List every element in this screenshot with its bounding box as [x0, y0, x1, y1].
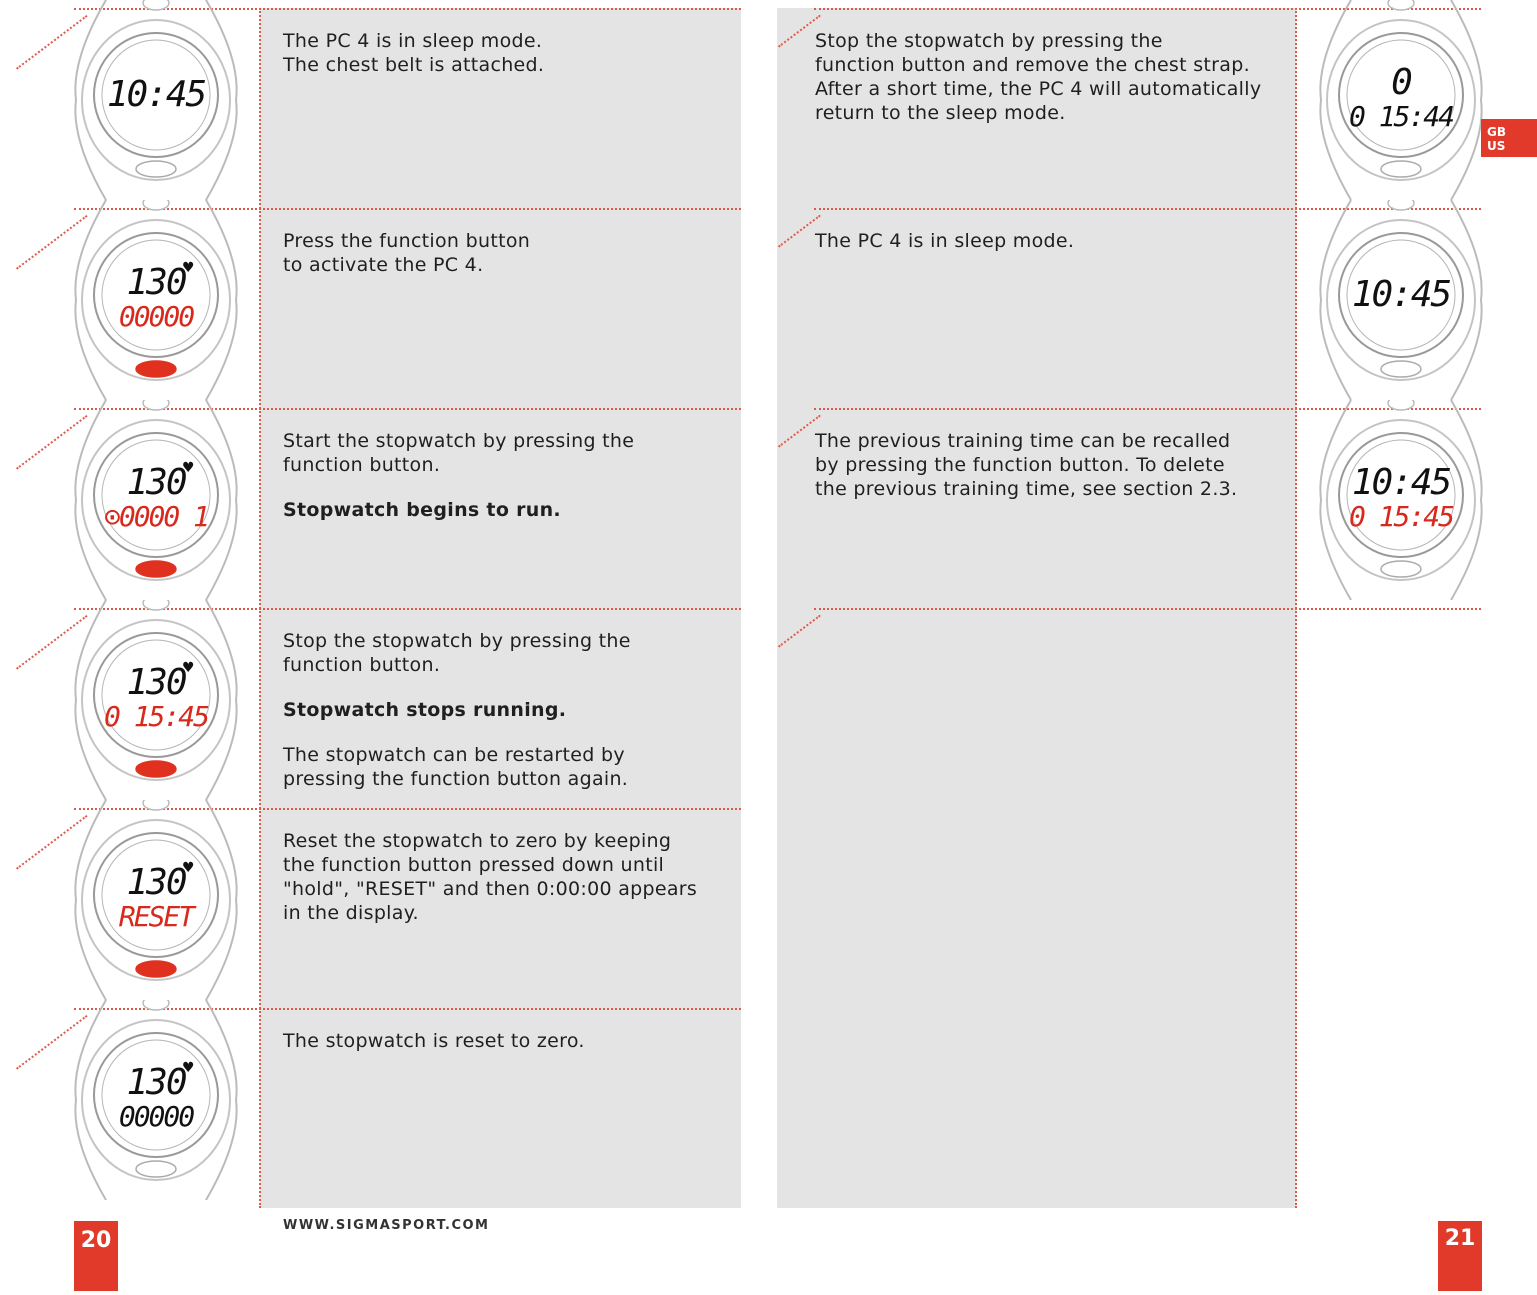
text-line: "hold", "RESET" and then 0:00:00 appears [283, 878, 698, 900]
text-line: After a short time, the PC 4 will automatically [815, 78, 1262, 100]
left_steps-step-4-note [283, 743, 733, 791]
left_steps-step-1 [283, 29, 733, 77]
text-line: by pressing the function button. To delete [815, 454, 1225, 476]
lcd-line-1: 130 [126, 862, 186, 903]
heart-icon: ♥ [182, 660, 195, 676]
left_steps-step-4-text [283, 629, 733, 677]
lcd-line-2: 00000 [118, 300, 194, 333]
text-line: function button. [283, 454, 441, 476]
text-line: Reset the stopwatch to zero by keeping [283, 830, 672, 852]
left_steps-step-3-bold: Stopwatch begins to run. [283, 499, 561, 521]
text-line: return to the sleep mode. [815, 102, 1066, 124]
text-line: the function button pressed down until [283, 854, 665, 876]
left_watches-watch-5 [66, 800, 246, 1000]
text-line: to activate the PC 4. [283, 254, 484, 276]
text-line: Stop the stopwatch by pressing the [815, 30, 1163, 52]
language-tab-gb: GB [1487, 125, 1506, 139]
lcd-line-1: 0 [1391, 62, 1411, 103]
left_steps-step-1-text [283, 29, 733, 77]
language-tab [1481, 119, 1537, 157]
heart-icon: ♥ [182, 860, 195, 876]
lcd-line-1: 130 [126, 662, 186, 703]
heart-icon: ♥ [182, 460, 195, 476]
text-line: Stop the stopwatch by pressing the [283, 630, 631, 652]
left_steps-step-3 [283, 429, 733, 522]
text-line: The chest belt is attached. [283, 54, 545, 76]
text-line: pressing the function button again. [283, 768, 629, 790]
left_watches-watch-4 [66, 600, 246, 800]
right_steps-step-3-text [815, 429, 1285, 501]
left_steps-step-2 [283, 229, 733, 277]
left_steps-step-4-bold: Stopwatch stops running. [283, 699, 567, 721]
text-line: Start the stopwatch by pressing the [283, 430, 635, 452]
left_steps-step-3-text [283, 429, 733, 477]
page-number-left: 20 [74, 1221, 118, 1291]
lcd-line-2: 0 15:44 [1348, 100, 1453, 133]
language-tab-us: US [1487, 139, 1506, 153]
right_steps-step-2 [815, 229, 1285, 253]
left_watches-watch-1 [66, 0, 246, 200]
footer-url[interactable]: WWW.SIGMASPORT.COM [283, 1218, 490, 1233]
left_steps-step-2-text [283, 229, 733, 277]
left_steps-step-5 [283, 829, 733, 925]
text-line: Press the function button [283, 230, 531, 252]
lcd-line-2: ⊙0000 1 [103, 500, 208, 533]
left_watches-watch-2 [66, 200, 246, 400]
left_watches-watch-3 [66, 400, 246, 600]
lcd-line-2: RESET [118, 900, 194, 933]
text-line: the previous training time, see section 2.3. [815, 478, 1238, 500]
lcd-line-1: 130 [126, 262, 186, 303]
left_steps-step-5-text [283, 829, 733, 925]
right_watches-watch-2 [1311, 200, 1491, 400]
text-line: The previous training time can be recalled [815, 430, 1231, 452]
text-line: function button. [283, 654, 441, 676]
lcd-line-1: 130 [126, 1062, 186, 1103]
separator-right-4 [814, 608, 1481, 610]
vertical-rule-left [259, 8, 261, 1208]
text-line: in the display. [283, 902, 419, 924]
left_steps-step-6-text [283, 1029, 733, 1053]
lcd-line-2: 0 15:45 [1348, 500, 1453, 533]
lcd-line-1: 10:45 [1351, 274, 1451, 315]
heart-icon: ♥ [182, 1060, 195, 1076]
text-line: The stopwatch is reset to zero. [283, 1030, 585, 1052]
lcd-line-1: 10:45 [106, 74, 206, 115]
right_steps-step-1-text [815, 29, 1285, 125]
right_steps-step-2-text [815, 229, 1285, 253]
page-number-right: 21 [1438, 1221, 1482, 1291]
text-line: function button and remove the chest strap. [815, 54, 1250, 76]
text-line: The PC 4 is in sleep mode. [815, 230, 1075, 252]
lcd-line-1: 10:45 [1351, 462, 1451, 503]
text-line: The PC 4 is in sleep mode. [283, 30, 543, 52]
right_watches-watch-1 [1311, 0, 1491, 200]
lcd-line-2: 0 15:45 [103, 700, 208, 733]
left_steps-step-4 [283, 629, 733, 791]
right_watches-watch-3 [1311, 400, 1491, 600]
right_steps-step-3 [815, 429, 1285, 501]
left_steps-step-6 [283, 1029, 733, 1053]
heart-icon: ♥ [182, 260, 195, 276]
left_watches-watch-6 [66, 1000, 246, 1200]
vertical-rule-right [1295, 8, 1297, 1208]
lcd-line-1: 130 [126, 462, 186, 503]
right_steps-step-1 [815, 29, 1285, 125]
lcd-line-2: 00000 [118, 1100, 194, 1133]
text-line: The stopwatch can be restarted by [283, 744, 625, 766]
